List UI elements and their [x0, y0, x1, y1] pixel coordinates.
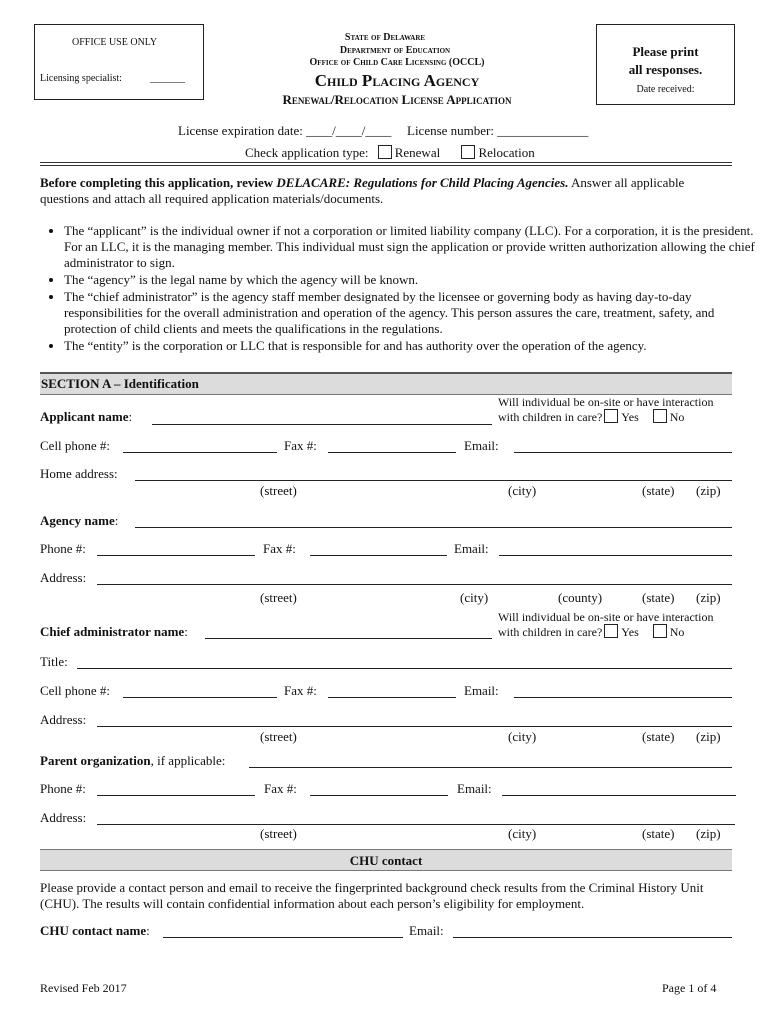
home-address-field[interactable] — [135, 480, 732, 481]
agency-email-label: Email: — [454, 541, 489, 556]
parent-org-suffix: , if applicable: — [150, 753, 226, 768]
agency-zip-caption: (zip) — [696, 590, 721, 605]
form-title: Child Placing Agency — [314, 71, 480, 90]
parent-fax-field[interactable] — [310, 795, 448, 796]
parent-fax-label: Fax #: — [264, 781, 297, 796]
chief-city-caption: (city) — [508, 729, 537, 744]
parent-email-label: Email: — [457, 781, 492, 796]
parent-city-caption: (city) — [508, 826, 537, 841]
licensing-specialist-label: Licensing specialist: — [40, 73, 122, 84]
agency-fax-field[interactable] — [310, 555, 447, 556]
chief-onsite-row — [498, 624, 684, 640]
colon: : — [128, 409, 133, 424]
intro-paragraph — [40, 175, 732, 207]
agency-phone-label: Phone #: — [40, 541, 86, 556]
title-label: Title: — [40, 654, 68, 669]
chief-fax-label: Fax #: — [284, 683, 317, 698]
applicant-fax-label: Fax #: — [284, 438, 317, 453]
definitions-list — [40, 223, 756, 355]
agency-email-field[interactable] — [499, 555, 732, 556]
applicant-onsite-yes-checkbox[interactable] — [604, 409, 618, 423]
applicant-email-label: Email: — [464, 438, 499, 453]
chief-admin-name-text: Chief administrator name — [40, 624, 185, 639]
chief-email-label: Email: — [464, 683, 499, 698]
agency-address-label: Address: — [40, 570, 87, 585]
parent-email-field[interactable] — [502, 795, 736, 796]
chief-zip-caption: (zip) — [696, 729, 721, 744]
header-state: State of Delaware — [344, 32, 426, 43]
form-subtitle: Renewal/Relocation License Application — [282, 92, 512, 107]
chu-contact-title: CHU contact — [349, 853, 423, 868]
onsite-question-tail: with children in care? — [498, 625, 603, 639]
chief-fax-field[interactable] — [328, 697, 456, 698]
title-field[interactable] — [77, 668, 732, 669]
applicant-name-label — [40, 409, 132, 425]
agency-name-label — [40, 513, 118, 529]
colon: : — [114, 513, 119, 528]
applicant-email-field[interactable] — [514, 452, 732, 453]
yes-label: Yes — [621, 410, 639, 424]
agency-city-caption: (city) — [460, 590, 489, 605]
colon: : — [184, 624, 188, 639]
parent-address-field[interactable] — [97, 824, 735, 825]
home-zip-caption: (zip) — [696, 483, 721, 498]
no-label: No — [669, 410, 685, 424]
agency-fax-label: Fax #: — [263, 541, 296, 556]
agency-street-caption: (street) — [260, 590, 297, 605]
chu-contact-name-text: CHU contact name — [40, 923, 147, 938]
regulations-title: DELACARE: Regulations for Child Placing Agencies. — [276, 175, 569, 190]
relocation-checkbox[interactable] — [461, 145, 475, 159]
parent-org-field[interactable] — [249, 767, 732, 768]
section-a-title: SECTION A – Identification — [41, 376, 199, 391]
applicant-fax-field[interactable] — [328, 452, 456, 453]
chief-state-caption: (state) — [642, 729, 675, 744]
renewal-label: Renewal — [394, 145, 441, 160]
renewal-checkbox[interactable] — [378, 145, 392, 159]
please-print-line2: all responses. — [628, 62, 703, 77]
check-application-type — [245, 145, 535, 161]
license-expiration-date[interactable]: License expiration date: ____/____/____ — [178, 123, 392, 138]
chief-address-field[interactable] — [97, 726, 732, 727]
parent-street-caption: (street) — [260, 826, 297, 841]
chief-address-label: Address: — [40, 712, 87, 727]
applicant-cell-field[interactable] — [123, 452, 277, 453]
applicant-name-field[interactable] — [152, 424, 492, 425]
applicant-cell-label: Cell phone #: — [40, 438, 111, 453]
agency-county-caption: (county) — [558, 590, 603, 605]
intro-before: Before completing this application, review — [40, 175, 277, 190]
chief-onsite-yes-checkbox[interactable] — [604, 624, 618, 638]
chu-instructions: Please provide a contact person and email to receive the fingerprinted background check results from the Criminal History Unit (CHU). The results will contain confidential information about each person’s eligibility for employment. — [40, 880, 704, 911]
please-print-line1: Please print — [632, 44, 699, 59]
chief-cell-label: Cell phone #: — [40, 683, 111, 698]
parent-state-caption: (state) — [642, 826, 675, 841]
header-dept: Department of Education — [339, 45, 451, 56]
chu-contact-name-label — [40, 923, 150, 939]
home-address-label: Home address: — [40, 466, 118, 481]
list-item: • The “chief administrator” is the agency staff member designated by the licensee or governing body as having day-to-day responsibilities for the overall administration and operation of the agency. This person assures the care, treatment, safety, and protection of child clients and meets the qualifications in the regulations. — [64, 289, 756, 337]
chu-email-label: Email: — [409, 923, 444, 938]
applicant-name-text: Applicant name — [40, 409, 129, 424]
colon: : — [146, 923, 150, 938]
chu-contact-name-field[interactable] — [163, 937, 403, 938]
parent-phone-label: Phone #: — [40, 781, 86, 796]
licensing-specialist-blank: _______ — [150, 73, 185, 84]
agency-phone-field[interactable] — [97, 555, 255, 556]
chief-street-caption: (street) — [260, 729, 297, 744]
relocation-label: Relocation — [478, 145, 535, 160]
parent-zip-caption: (zip) — [696, 826, 721, 841]
header-office: Office of Child Care Licensing (OCCL) — [309, 57, 485, 68]
parent-phone-field[interactable] — [97, 795, 255, 796]
parent-org-text: Parent organization — [40, 753, 151, 768]
list-item: • The “agency” is the legal name by which the agency will be known. — [64, 272, 756, 288]
revised-date: Revised Feb 2017 — [40, 981, 127, 995]
chief-admin-name-field[interactable] — [205, 638, 492, 639]
home-street-caption: (street) — [260, 483, 297, 498]
agency-address-field[interactable] — [97, 584, 732, 585]
date-received-label: Date received: — [636, 84, 695, 95]
page-number: Page 1 of 4 — [662, 981, 717, 995]
agency-state-caption: (state) — [642, 590, 675, 605]
check-type-label: Check application type: — [245, 145, 369, 160]
list-item: • The “applicant” is the individual owner if not a corporation or limited liability company (LLC). For a corporation, it is the president. For an LLC, it is the managing member. This individual must sign the application or provide written authorization allowing the chief administrator to sign. — [64, 223, 756, 271]
onsite-question-tail: with children in care? — [498, 410, 603, 424]
agency-name-text: Agency name — [40, 513, 115, 528]
home-state-caption: (state) — [642, 483, 675, 498]
list-item: • The “entity” is the corporation or LLC that is responsible for and has authority over the operation of the agency. — [64, 338, 756, 354]
chief-onsite-question: Will individual be on-site or have interaction — [498, 610, 714, 624]
applicant-onsite-question: Will individual be on-site or have interaction — [498, 395, 714, 409]
chief-onsite-no-checkbox[interactable] — [653, 624, 667, 638]
chief-email-field[interactable] — [514, 697, 732, 698]
header-divider-2 — [40, 165, 732, 166]
home-city-caption: (city) — [508, 483, 537, 498]
agency-name-field[interactable] — [135, 527, 732, 528]
intro-after: Answer all applicable questions and attach all required application materials/documents. — [40, 175, 685, 206]
applicant-onsite-no-checkbox[interactable] — [653, 409, 667, 423]
license-number[interactable]: License number: ______________ — [407, 123, 589, 138]
applicant-onsite-row — [498, 409, 684, 425]
office-use-title: OFFICE USE ONLY — [72, 37, 158, 48]
no-label: No — [669, 625, 685, 639]
chu-email-field[interactable] — [453, 937, 732, 938]
parent-org-label — [40, 753, 225, 769]
parent-address-label: Address: — [40, 810, 87, 825]
header-divider — [40, 162, 732, 163]
yes-label: Yes — [621, 625, 639, 639]
chief-admin-name-label — [40, 624, 188, 640]
chief-cell-field[interactable] — [123, 697, 277, 698]
